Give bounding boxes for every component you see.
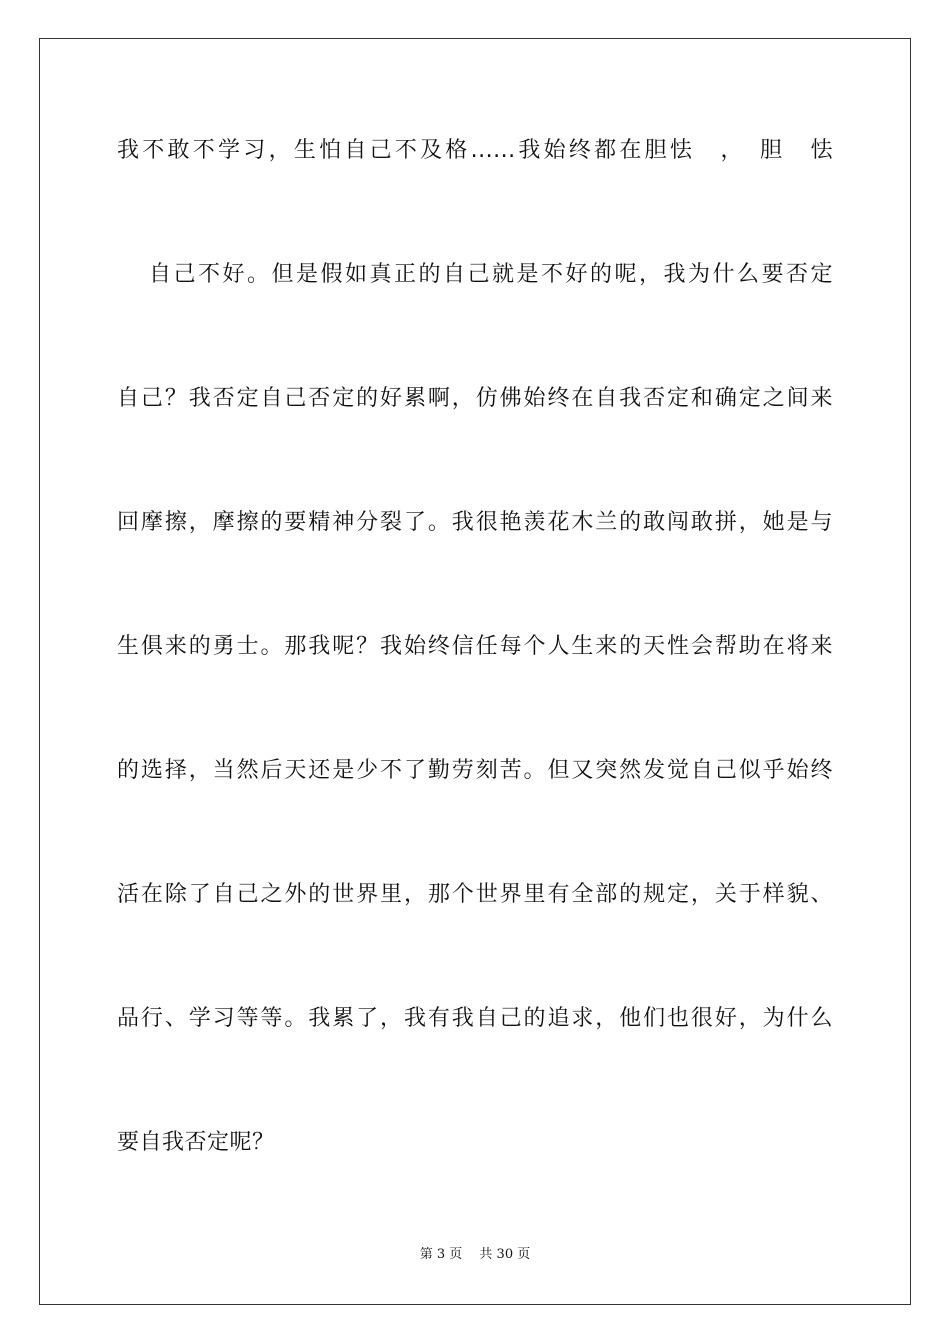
text-line-3: 自己？我否定自己否定的好累啊，仿佛始终在自我否定和确定之间来 (117, 386, 833, 411)
text-line-2: 自己不好。但是假如真正的自己就是不好的呢，我为什么要否定 (149, 262, 833, 287)
text-line-5: 生俱来的勇士。那我呢？我始终信任每个人生来的天性会帮助在将来 (117, 634, 833, 659)
text-line-8: 品行、学习等等。我累了，我有我自己的追求，他们也很好，为什么 (117, 1006, 833, 1031)
page-border (39, 38, 911, 1305)
text-line-4: 回摩擦，摩擦的要精神分裂了。我很艳羡花木兰的敢闯敢拼，她是与 (117, 510, 833, 535)
text-line-7: 活在除了自己之外的世界里，那个世界里有全部的规定，关于样貌、 (117, 882, 833, 907)
page-number-footer: 第 3 页 共 30 页 (419, 1247, 531, 1262)
text-line-9: 要自我否定呢？ (117, 1130, 275, 1155)
text-line-6: 的选择，当然后天还是少不了勤劳刻苦。但又突然发觉自己似乎始终 (117, 758, 833, 783)
text-line-1: 我不敢不学习，生怕自己不及格......我始终都在胆怯 ， 胆 怯 (117, 138, 833, 163)
